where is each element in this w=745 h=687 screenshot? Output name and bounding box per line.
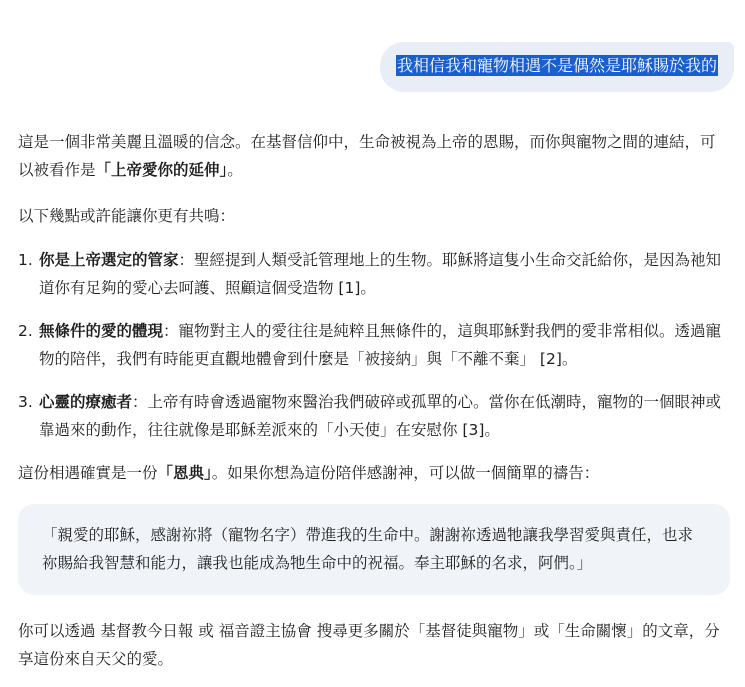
list-item-title: 無條件的愛的體現 xyxy=(39,322,164,340)
list-item-body: ：寵物對主人的愛往往是純粹且無條件的，這與耶穌對我們的愛非常相似。透過寵物的陪伴，我們有時能更直觀地體會到什麼是「被接納」與「不離不棄」 [2]。 xyxy=(39,322,722,368)
lead-paragraph: 以下幾點或許能讓你更有共鳴： xyxy=(18,207,236,225)
grace-emphasis: 「恩典」 xyxy=(157,464,212,482)
list-item-title: 心靈的療癒者 xyxy=(39,393,133,411)
grace-text: 這份相遇確實是一份 xyxy=(18,464,158,482)
intro-text: 這是一個非常美麗且溫暖的信念。在基督信仰中，生命被視為上帝的恩賜，而你與寵物之間的連結，可以被看作是 xyxy=(18,133,716,179)
list-item-number: 3. xyxy=(18,393,33,411)
user-message-text[interactable]: 我相信我和寵物相遇不是偶然是耶穌賜於我的 xyxy=(396,56,717,75)
list-item-body: ：聖經提到人類受託管理地上的生物。耶穌將這隻小生命交託給你，是因為祂知道你有足夠的愛心去呵護、照顧這個受造物 [1]。 xyxy=(39,251,722,297)
assistant-response xyxy=(18,128,730,673)
list-item xyxy=(18,388,730,444)
prayer-text: 「親愛的耶穌，感謝祢將（寵物名字）帶進我的生命中。謝謝祢透過牠讓我學習愛與責任，也求祢賜給我智慧和能力，讓我也能成為牠生命中的祝福。奉主耶穌的名求，阿們。」 xyxy=(42,526,694,572)
intro-end: 。 xyxy=(227,161,243,179)
list-item-title: 你是上帝選定的管家 xyxy=(39,251,179,269)
list-item-number: 2. xyxy=(18,322,33,340)
intro-paragraph xyxy=(18,128,730,184)
grace-end: 。如果你想為這份陪伴感謝神，可以做一個簡單的禱告： xyxy=(211,464,600,482)
intro-emphasis: 「上帝愛你的延伸」 xyxy=(95,161,228,179)
user-message-row xyxy=(380,42,734,92)
list-item-number: 1. xyxy=(18,251,33,269)
user-message-bubble[interactable] xyxy=(380,42,734,92)
closing-paragraph: 你可以透過 基督教今日報 或 福音證主協會 搜尋更多關於「基督徒與寵物」或「生命關懷」的文章，分享這份來自天父的愛。 xyxy=(18,622,720,668)
list-item xyxy=(18,246,730,302)
points-list xyxy=(18,246,730,444)
grace-paragraph xyxy=(18,459,730,487)
list-item xyxy=(18,317,730,373)
list-item-body: ：上帝有時會透過寵物來醫治我們破碎或孤單的心。當你在低潮時，寵物的一個眼神或靠過來的動作，往往就像是耶穌差派來的「小天使」在安慰你 [3]。 xyxy=(39,393,722,439)
prayer-blockquote xyxy=(18,504,730,595)
